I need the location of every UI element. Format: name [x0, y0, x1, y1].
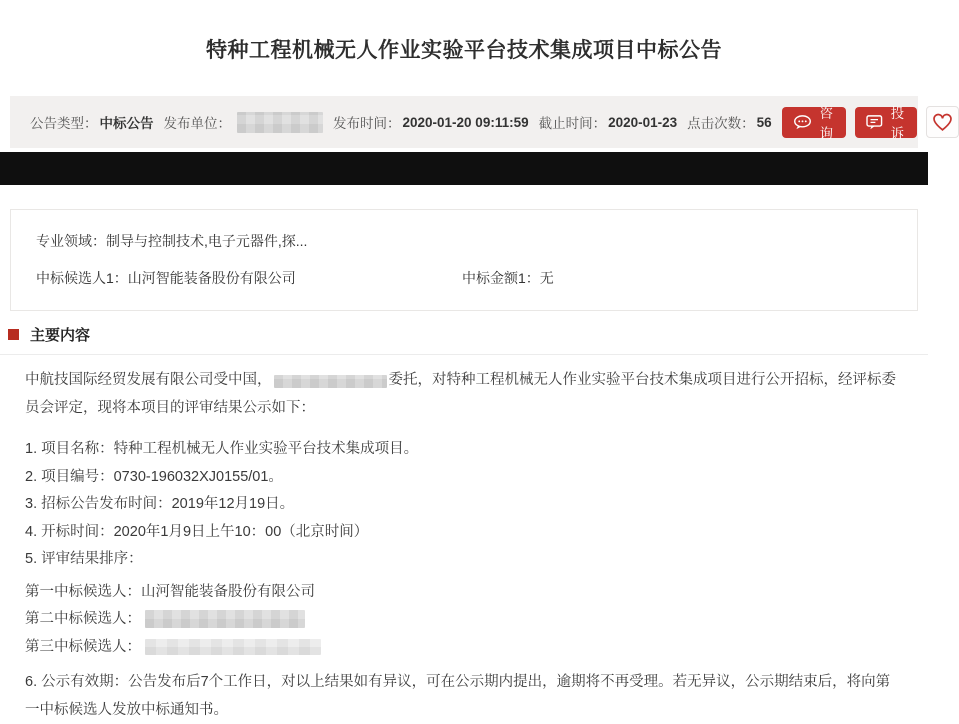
amount1-label: 中标金额1： — [462, 270, 540, 286]
amount1-value: 无 — [539, 270, 554, 286]
consult-button-label: 咨询 — [819, 106, 833, 141]
publisher — [164, 112, 324, 133]
section-title: 主要内容 — [30, 327, 91, 344]
summary-row-candidate — [36, 268, 892, 288]
project-number-line: 2. 项目编号：0730-196032XJ0155/01。 — [25, 468, 283, 485]
click-count-label: 点击次数： — [687, 116, 755, 131]
client-name-redacted-block — [274, 375, 387, 388]
announcement-body — [25, 367, 903, 724]
deadline-value: 2020-01-23 — [608, 114, 678, 130]
project-name-line: 1. 项目名称：特种工程机械无人作业实验平台技术集成项目。 — [25, 441, 419, 457]
announcement-type — [30, 112, 154, 132]
deadline-label: 截止时间： — [538, 116, 607, 131]
publish-time — [333, 112, 529, 132]
first-candidate-line: 第一中标候选人：山河智能装备股份有限公司 — [25, 583, 315, 600]
action-buttons — [782, 106, 959, 141]
speech-bubble-lines-icon — [866, 115, 883, 130]
section-divider — [0, 354, 928, 355]
third-candidate-label: 第三中标候选人： — [25, 638, 141, 655]
publish-time-label: 发布时间： — [333, 116, 401, 131]
consult-button[interactable] — [782, 106, 846, 141]
third-candidate-redacted-block — [145, 639, 321, 655]
page-title: 特种工程机械无人作业实验平台技术集成项目中标公告 — [206, 39, 722, 62]
amount1-cell — [462, 268, 554, 288]
second-candidate-redacted-block — [145, 610, 305, 628]
validity-paragraph: 6. 公示有效期：公告发布后7个工作日，对以上结果如有异议，可在公示期内提出，逾期将不再受理。若无异议，公示期结束后，将向第一中标候选人发放中标通知书。 — [25, 674, 891, 718]
field-value: 制导与控制技术,电子元器件,探... — [106, 233, 308, 249]
complaint-button[interactable] — [855, 106, 917, 141]
redacted-black-band — [0, 152, 928, 185]
field-label: 专业领域： — [36, 233, 106, 249]
tender-publish-date-line: 3. 招标公告发布时间：2019年12月19日。 — [25, 496, 295, 512]
complaint-button-label: 投诉 — [890, 106, 905, 141]
click-count-value: 56 — [756, 114, 772, 130]
candidate1-value: 山河智能装备股份有限公司 — [127, 270, 296, 286]
favorite-button[interactable] — [926, 106, 959, 138]
publisher-redacted-block — [237, 112, 323, 133]
publisher-label: 发布单位： — [163, 116, 231, 131]
click-count — [687, 112, 772, 132]
bid-summary-box — [10, 209, 918, 311]
review-ranking-line: 5. 评审结果排序： — [25, 551, 143, 567]
candidate1-cell — [36, 268, 462, 288]
intro-paragraph — [25, 367, 903, 422]
bid-opening-time-line: 4. 开标时间：2020年1月9日上午10：00（北京时间） — [25, 523, 369, 540]
second-candidate-label: 第二中标候选人： — [25, 611, 141, 627]
summary-row-field — [36, 231, 892, 251]
deadline — [539, 112, 678, 132]
announcement-type-value: 中标公告 — [99, 116, 154, 131]
intro-text-prefix: 中航技国际经贸发展有限公司受中国， — [25, 372, 272, 388]
red-square-bullet-icon — [8, 329, 19, 340]
publish-time-value: 2020-01-20 09:11:59 — [402, 114, 529, 130]
intro-text-suffix: 委托，对特种工程机械无人作业实验平台技术集成项目进行公开招标，经评标委员会评定，现将本项目的评审结果公示如下： — [25, 372, 896, 416]
candidate1-label: 中标候选人1： — [36, 270, 128, 286]
third-candidate-line — [25, 634, 903, 662]
second-candidate-line — [25, 606, 903, 634]
speech-bubble-dots-icon — [793, 115, 812, 130]
meta-toolbar — [10, 96, 918, 148]
announcement-type-label: 公告类型： — [30, 116, 98, 131]
section-header — [0, 324, 928, 345]
heart-outline-icon — [932, 113, 953, 132]
